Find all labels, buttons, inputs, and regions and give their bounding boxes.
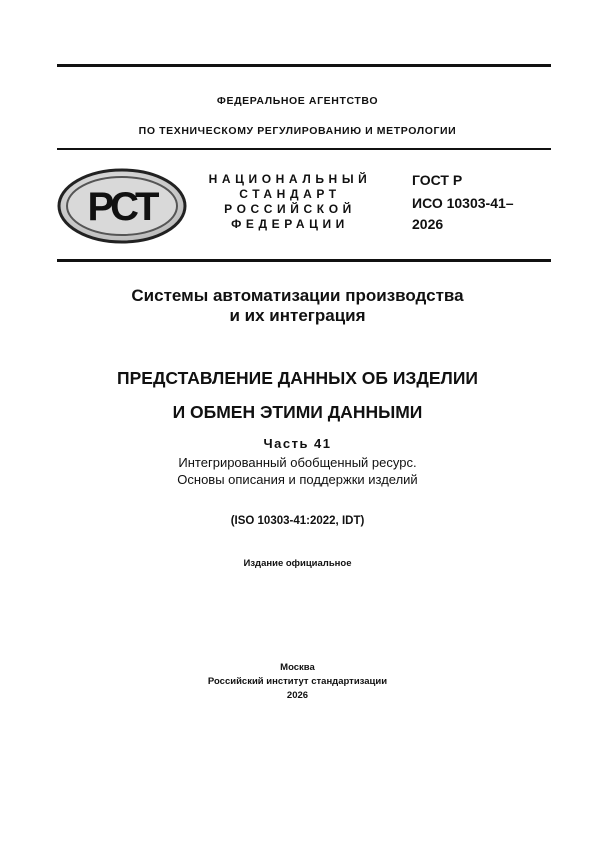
agency-line-1: ФЕДЕРАЛЬНОЕ АГЕНТСТВО (216, 95, 379, 107)
standard-line-1: НАЦИОНАЛЬНЫЙ (208, 172, 372, 186)
top-rule (57, 64, 551, 67)
footer-publisher: Российский институт стандартизации (207, 676, 388, 687)
designation-line-2: ИСО 10303-41– (412, 195, 514, 211)
subtitle-line-2: Основы описания и поддержки изделий (177, 472, 418, 487)
svg-text:РСТ: РСТ (87, 185, 157, 229)
footer-city: Москва (280, 662, 315, 673)
standard-line-3: РОССИЙСКОЙ (224, 202, 356, 216)
title-line-1: Системы автоматизации производства (131, 286, 464, 305)
footer-year: 2026 (286, 690, 309, 701)
iso-reference: (ISO 10303-41:2022, IDT) (230, 515, 365, 527)
part-number: Часть 41 (263, 436, 332, 451)
designation-line-1: ГОСТ Р (412, 172, 463, 188)
gost-r-logo-icon (57, 168, 187, 244)
standard-line-4: ФЕДЕРАЦИИ (231, 217, 349, 231)
header-bottom-rule (57, 259, 551, 262)
subtitle-line-1: Интегрированный обобщенный ресурс. (178, 455, 417, 470)
title-line-2: и их интеграция (229, 306, 366, 325)
designation-line-3: 2026 (412, 216, 444, 232)
edition-label: Издание официальное (243, 558, 352, 569)
agency-line-2: ПО ТЕХНИЧЕСКОМУ РЕГУЛИРОВАНИЮ И МЕТРОЛОГИИ (138, 125, 457, 137)
main-title-line-1: ПРЕДСТАВЛЕНИЕ ДАННЫХ ОБ ИЗДЕЛИИ (117, 368, 478, 388)
agency-rule (57, 148, 551, 150)
standard-line-2: СТАНДАРТ (239, 187, 341, 201)
main-title-line-2: И ОБМЕН ЭТИМИ ДАННЫМИ (172, 402, 423, 422)
